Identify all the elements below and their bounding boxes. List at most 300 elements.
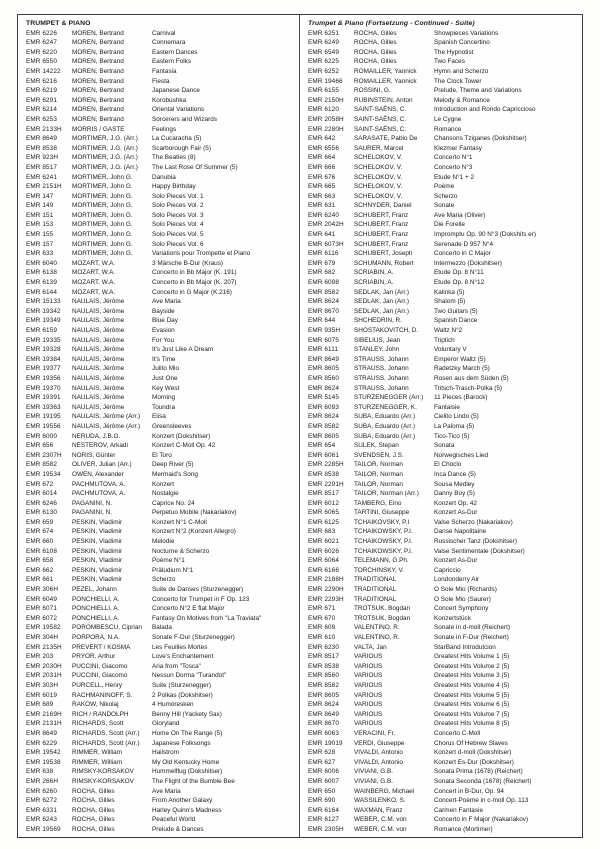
catalog-ref: EMR 2030H: [26, 662, 62, 670]
catalog-composer: ROCHA, Gilles: [72, 787, 115, 795]
catalog-row: [308, 767, 578, 777]
catalog-ref: EMR 676: [308, 173, 336, 181]
catalog-title: Hummelflug (Dokshitser): [152, 768, 223, 776]
catalog-composer: TARTINI, Giuseppe: [354, 509, 410, 517]
catalog-title: El Choclo: [434, 461, 462, 469]
catalog-title: Sonate in F-Dur (Reichert): [434, 634, 509, 641]
catalog-composer: MORTIMER, John G.: [72, 192, 133, 200]
catalog-title: Konzert N°1 C-Moll: [152, 518, 207, 526]
catalog-title: Fantaisie: [434, 403, 460, 411]
catalog-ref: EMR 2169H: [26, 710, 62, 718]
catalog-ref: EMR 6138: [26, 269, 57, 277]
catalog-composer: NAULAIS, Jérôme: [72, 307, 125, 315]
catalog-ref: EMR 2188H: [308, 576, 344, 584]
catalog-composer: TAILOR, Norman (Arr.): [354, 490, 419, 498]
catalog-composer: PESKIN, Vladimir: [72, 576, 123, 584]
catalog-ref: EMR 6012: [308, 499, 339, 507]
catalog-row: [26, 460, 295, 470]
catalog-ref: EMR 8517: [26, 163, 57, 171]
catalog-title: Nocturne & Scherzo: [152, 547, 210, 555]
catalog-row: [308, 671, 578, 681]
catalog-ref: EMR 8517: [308, 490, 339, 498]
catalog-row: [26, 815, 295, 825]
catalog-title: Konzertstück: [434, 614, 471, 622]
catalog-title: Just One: [152, 374, 178, 382]
catalog-row: [26, 643, 295, 653]
catalog-ref: EMR 19363: [26, 403, 61, 411]
catalog-ref: EMR 8538: [308, 470, 339, 478]
catalog-row: [26, 825, 295, 835]
catalog-composer: RIMSKY-KORSAKOV: [72, 768, 134, 776]
catalog-composer: NAULAIS, Jérôme: [72, 403, 125, 411]
catalog-row: [26, 432, 295, 442]
column-header-trumpet-piano: TRUMPET & PIANO: [26, 20, 91, 27]
catalog-title: Japanese Dance: [152, 87, 200, 95]
catalog-title: La Paloma (5): [434, 422, 475, 430]
catalog-composer: NESTEROV, Arkadi: [72, 442, 128, 450]
catalog-composer: WEBER, C.M. von: [354, 825, 407, 833]
catalog-row: [26, 125, 295, 135]
catalog-ref: EMR 6243: [26, 816, 57, 824]
catalog-composer: TORCHINSKY, V.: [354, 566, 404, 574]
catalog-ref: EMR 609: [308, 624, 336, 632]
catalog-ref: EMR 8649: [308, 355, 339, 363]
catalog-sheet: [17, 14, 583, 838]
catalog-ref: EMR 155: [26, 231, 54, 239]
catalog-composer: VERDI, Giuseppe: [354, 739, 405, 747]
catalog-title: 11 Pieces (Barock): [434, 394, 488, 402]
catalog-ref: EMR 6260: [26, 787, 57, 795]
catalog-composer: ROCHA, Gilles: [354, 48, 397, 56]
catalog-title: Inca Dance (5): [434, 470, 476, 478]
catalog-title: The Last Rose Of Summer (5): [152, 163, 238, 171]
catalog-ref: EMR 6155: [308, 87, 339, 95]
catalog-title: Konzert Op. 42: [434, 499, 477, 507]
catalog-ref: EMR 8649: [26, 729, 57, 737]
catalog-row: [26, 364, 295, 374]
catalog-title: Ave Maria: [152, 298, 181, 306]
catalog-title: Mermaid's Song: [152, 470, 198, 478]
catalog-ref: EMR 6246: [26, 499, 57, 507]
catalog-ref: EMR 6072: [26, 614, 57, 622]
catalog-row: [26, 268, 295, 278]
catalog-row: [26, 499, 295, 509]
catalog-title: Emperor Waltz (5): [434, 355, 486, 363]
catalog-title: Carnival: [152, 29, 176, 37]
catalog-composer: ROSSINI, G.: [354, 87, 391, 95]
catalog-composer: TELEMANN, G.Ph.: [354, 557, 409, 565]
catalog-ref: EMR 8649: [26, 135, 57, 143]
catalog-ref: EMR 19356: [26, 374, 61, 382]
catalog-title: Variations pour Trompette et Piano: [152, 250, 251, 258]
catalog-ref: EMR 2307H: [26, 451, 62, 459]
catalog-title: Nostalgie: [152, 490, 179, 498]
catalog-title: Serenade D 957 N°4: [434, 240, 494, 248]
catalog-ref: EMR 19569: [26, 825, 61, 833]
catalog-ref: EMR 660: [26, 538, 54, 546]
catalog-composer: VERACINI, Fr.: [354, 729, 396, 737]
catalog-ref: EMR 672: [26, 480, 54, 488]
catalog-composer: NAULAIS, Jérôme: [72, 298, 125, 306]
catalog-title: Danubia: [152, 173, 176, 181]
catalog-row: [308, 623, 578, 633]
catalog-title: Concert in B-Dur, Op. 94: [434, 787, 504, 795]
catalog-title: Feelings: [152, 125, 177, 133]
catalog-composer: PONCHIELLI, A.: [72, 595, 120, 603]
catalog-ref: EMR 8624: [308, 701, 339, 709]
catalog-title: Die Forelle: [434, 221, 465, 229]
catalog-title: Scarborough Fair (5): [152, 144, 211, 152]
catalog-title: Eastern Dances: [152, 48, 198, 56]
catalog-row: [26, 326, 295, 336]
catalog-title: Peaceful World: [152, 816, 196, 824]
catalog-row: [308, 374, 578, 384]
catalog-ref: EMR 19342: [26, 307, 61, 315]
catalog-ref: EMR 6549: [308, 48, 339, 56]
catalog-title: Scherzo: [152, 576, 176, 584]
catalog-title: Korobushka: [152, 96, 187, 104]
catalog-title: Greatest Hits Volume 3 (5): [434, 672, 510, 680]
catalog-ref: EMR 644: [308, 317, 336, 325]
catalog-ref: EMR 6111: [308, 346, 339, 354]
catalog-composer: NAULAIS, Jérôme: [72, 346, 125, 354]
catalog-ref: EMR 19384: [26, 355, 61, 363]
catalog-title: Greatest Hits Volume 6 (5): [434, 701, 510, 709]
catalog-title: Showpieces Variations: [434, 29, 499, 37]
catalog-composer: SEDLAK, Jan (Arr.): [354, 307, 410, 315]
catalog-composer: SEDLAK, Jan (Arr.): [354, 288, 410, 296]
catalog-row: [26, 662, 295, 672]
catalog-composer: TRADITIONAL: [354, 586, 397, 594]
catalog-row: [308, 134, 578, 144]
catalog-ref: EMR 6229: [26, 739, 57, 747]
catalog-title: Romance: [434, 125, 462, 133]
catalog-row: [26, 297, 295, 307]
catalog-composer: NAULAIS, Jérôme: [72, 384, 125, 392]
catalog-ref: EMR 6093: [308, 403, 339, 411]
catalog-ref: EMR 6075: [308, 336, 339, 344]
catalog-row: [26, 355, 295, 365]
catalog-composer: MOZART, W.A.: [72, 288, 116, 296]
catalog-title: It's Time: [152, 355, 176, 363]
catalog-ref: EMR 6550: [26, 58, 57, 66]
catalog-composer: PONCHIELLI, A.: [72, 614, 120, 622]
catalog-ref: EMR 6120: [308, 106, 339, 114]
catalog-row: [308, 230, 578, 240]
catalog-composer: RICHARDS, Scott (Arr.): [72, 729, 140, 737]
catalog-row: [308, 604, 578, 614]
catalog-title: Rosen aus dem Süden (5): [434, 374, 509, 382]
catalog-title: Etude N°1 + 2: [434, 173, 475, 181]
catalog-composer: MORTIMER, John G.: [72, 202, 133, 210]
catalog-title: Spanish Dance: [434, 317, 478, 325]
catalog-row: [26, 729, 295, 739]
catalog-row: [308, 364, 578, 374]
catalog-ref: EMR 8560: [308, 672, 339, 680]
catalog-composer: SCHUBERT, Franz: [354, 240, 409, 248]
catalog-title: Radetzky March (5): [434, 365, 490, 373]
catalog-title: Japanese Folksongs: [152, 739, 211, 747]
catalog-ref: EMR 6225: [308, 58, 339, 66]
catalog-ref: EMR 6166: [308, 566, 339, 574]
catalog-composer: STRAUSS, Johann: [354, 365, 409, 373]
catalog-row: [26, 29, 295, 39]
catalog-title: Tritsch-Trasch-Polka (5): [434, 384, 503, 392]
catalog-row: [26, 556, 295, 566]
catalog-title: Greatest Hits Volume 2 (5): [434, 662, 510, 670]
catalog-row: [308, 681, 578, 691]
catalog-composer: ROMAILLER, Yannick: [354, 67, 417, 75]
catalog-composer: STRAUSS, Johann: [354, 355, 409, 363]
catalog-rows-left: [26, 29, 295, 835]
catalog-row: [308, 499, 578, 509]
catalog-title: Ave Maria (Oliver): [434, 211, 486, 219]
catalog-row: [26, 403, 295, 413]
catalog-title: Valse Scherzo (Nakariakov): [434, 518, 513, 526]
catalog-title: Sonata Prima (1678) (Reichert): [434, 768, 523, 776]
catalog-ref: EMR 638: [26, 768, 54, 776]
catalog-composer: STRAUSS, Johann: [354, 374, 409, 382]
catalog-composer: NAULAIS, Jérôme: [72, 336, 125, 344]
catalog-composer: MOZART, W.A.: [72, 279, 116, 287]
catalog-row: [26, 796, 295, 806]
catalog-ref: EMR 641: [308, 231, 336, 239]
catalog-title: Connemara: [152, 39, 186, 47]
catalog-row: [308, 240, 578, 250]
catalog-title: Nessun Dorma "Turandot": [152, 672, 227, 680]
catalog-title: Solo Pieces Vol. 2: [152, 202, 204, 210]
catalog-ref: EMR 6291: [26, 96, 57, 104]
catalog-ref: EMR 6026: [308, 547, 339, 555]
catalog-title: Key West: [152, 384, 180, 392]
catalog-title: Les Feuilles Mortes: [152, 643, 208, 651]
catalog-title: Prelude & Dances: [152, 825, 204, 833]
catalog-ref: EMR 19556: [26, 422, 61, 430]
catalog-title: Sonata: [434, 442, 455, 450]
catalog-ref: EMR 2285H: [308, 461, 344, 469]
catalog-title: Shalom (5): [434, 298, 466, 306]
catalog-title: Konzert Es-Dur (Dokshitser): [434, 758, 514, 766]
catalog-composer: TCHAIKOWSKY, P.I.: [354, 547, 413, 555]
catalog-ref: EMR 610: [308, 634, 336, 641]
catalog-title: Präludium N°1: [152, 566, 194, 574]
catalog-composer: PESKIN, Vladimir: [72, 547, 123, 555]
catalog-ref: EMR 6019: [26, 691, 57, 699]
catalog-composer: MORTIMER, John G.: [72, 240, 133, 248]
catalog-composer: SHOSTAKOVITCH, D.: [354, 327, 419, 334]
catalog-composer: TCHAIKOWSKY, P.I.: [354, 528, 413, 536]
catalog-row: [308, 787, 578, 797]
catalog-row: [26, 173, 295, 183]
catalog-title: Fantasy On Motives from "La Traviata": [152, 614, 262, 622]
catalog-row: [308, 460, 578, 470]
catalog-row: [308, 211, 578, 221]
catalog-composer: ROCHA, Gilles: [354, 39, 397, 47]
catalog-composer: RIMMER, William: [72, 749, 123, 757]
catalog-composer: RIMMER, William: [72, 758, 123, 766]
catalog-title: Perpetuo Mobile (Nakariakov): [152, 509, 237, 517]
catalog-title: Evasion: [152, 327, 175, 334]
catalog-ref: EMR 8582: [308, 288, 339, 296]
catalog-ref: EMR 631: [308, 202, 336, 210]
catalog-ref: EMR 6127: [308, 816, 339, 824]
catalog-row: [26, 480, 295, 490]
catalog-composer: PACHMUTOVA, A.: [72, 480, 126, 488]
catalog-title: The Beatles (8): [152, 154, 196, 162]
catalog-title: For You: [152, 336, 175, 344]
catalog-ref: EMR 6125: [308, 518, 339, 526]
catalog-ref: EMR 6219: [26, 87, 57, 95]
catalog-ref: EMR 2131H: [26, 720, 62, 728]
catalog-row: [308, 595, 578, 605]
catalog-row: [308, 345, 578, 355]
catalog-title: El Toro: [152, 451, 172, 459]
catalog-ref: EMR 674: [26, 528, 54, 536]
catalog-row: [308, 316, 578, 326]
catalog-ref: EMR 2135H: [26, 643, 62, 651]
catalog-title: Konzert As-Dur: [434, 557, 478, 565]
catalog-title: Le Cygne: [434, 115, 462, 123]
catalog-row: [308, 48, 578, 58]
catalog-ref: EMR 6040: [26, 259, 57, 267]
catalog-title: Sonata Seconda (1678) (Reichert): [434, 777, 532, 785]
catalog-row: [26, 441, 295, 451]
catalog-ref: EMR 633: [26, 250, 54, 258]
catalog-row: [26, 374, 295, 384]
catalog-ref: EMR 2280H: [308, 125, 344, 133]
catalog-composer: VALTA, Jan: [354, 643, 387, 651]
catalog-composer: MOREN, Bertrand: [72, 106, 124, 114]
catalog-composer: MORTIMER, John G.: [72, 231, 133, 239]
catalog-ref: EMR 6241: [26, 173, 57, 181]
catalog-ref: EMR 19534: [26, 470, 61, 478]
catalog-row: [308, 38, 578, 48]
catalog-row: [308, 163, 578, 173]
catalog-ref: EMR 6014: [26, 490, 57, 498]
catalog-ref: EMR 2291H: [308, 480, 344, 488]
catalog-ref: EMR 658: [26, 557, 54, 565]
catalog-title: Balada: [152, 624, 172, 632]
catalog-row: [308, 105, 578, 115]
catalog-row: [308, 662, 578, 672]
catalog-title: Romance (Mortimer): [434, 825, 493, 833]
catalog-row: [308, 585, 578, 595]
catalog-title: Concerto in Bb Major (K. 207): [152, 279, 237, 287]
catalog-title: Caprice No. 24: [152, 499, 195, 507]
catalog-composer: SULEK, Stepan: [354, 442, 399, 450]
catalog-title: Chansons Tziganes (Dokshitser): [434, 135, 527, 143]
catalog-composer: NAULAIS, Jérôme: [72, 394, 125, 402]
catalog-ref: EMR 8517: [308, 653, 339, 661]
catalog-row: [26, 518, 295, 528]
catalog-row: [26, 105, 295, 115]
catalog-composer: MOREN, Bertrand: [72, 96, 124, 104]
catalog-ref: EMR 303H: [26, 681, 59, 689]
catalog-ref: EMR 6049: [26, 595, 57, 603]
catalog-ref: EMR 19019: [308, 739, 343, 747]
catalog-row: [26, 240, 295, 250]
catalog-ref: EMR 6556: [308, 144, 339, 152]
catalog-ref: EMR 2151H: [26, 183, 62, 191]
catalog-row: [308, 336, 578, 346]
catalog-ref: EMR 671: [308, 605, 336, 613]
catalog-title: La Cucaracha (5): [152, 135, 202, 143]
catalog-row: [308, 489, 578, 499]
catalog-title: Poème N°1: [152, 557, 185, 565]
catalog-title: Suite de Danses (Sturzenegger): [152, 586, 244, 594]
catalog-row: [26, 710, 295, 720]
catalog-column-right: [300, 15, 582, 837]
catalog-composer: SCHELOKOV, V.: [354, 183, 403, 191]
catalog-title: Konzert N°2 (Konzert Allegro): [152, 528, 236, 536]
catalog-composer: SUBA, Eduardo (Arr.): [354, 422, 416, 430]
catalog-ref: EMR 8582: [308, 681, 339, 689]
catalog-ref: EMR 665: [308, 183, 336, 191]
catalog-row: [26, 422, 295, 432]
catalog-row: [308, 796, 578, 806]
catalog-title: Konzert As-Dur: [434, 509, 478, 517]
catalog-row: [308, 201, 578, 211]
catalog-composer: NERUDA, J.B.G.: [72, 432, 121, 440]
catalog-row: [308, 355, 578, 365]
catalog-title: O Sole Mio (Richards): [434, 586, 497, 594]
catalog-composer: SAINT-SAËNS, C.: [354, 125, 407, 133]
catalog-title: Etude Op. 8 N°12: [434, 279, 485, 287]
catalog-row: [308, 77, 578, 87]
catalog-ref: EMR 6063: [308, 729, 339, 737]
catalog-title: The Flight of the Bumble Bee: [152, 777, 235, 785]
catalog-row: [308, 719, 578, 729]
catalog-row: [26, 777, 295, 787]
catalog-ref: EMR 6164: [308, 806, 339, 814]
catalog-ref: EMR 6139: [26, 279, 57, 287]
catalog-row: [308, 480, 578, 490]
catalog-ref: EMR 627: [308, 758, 336, 766]
catalog-composer: SCRIABIN, A.: [354, 269, 394, 277]
catalog-composer: PESKIN, Vladimir: [72, 566, 123, 574]
catalog-title: Scherzo: [434, 192, 458, 200]
catalog-row: [26, 115, 295, 125]
catalog-row: [26, 220, 295, 230]
catalog-title: StarBand Introdutcion: [434, 643, 496, 651]
catalog-row: [26, 393, 295, 403]
catalog-title: Voluntary V: [434, 346, 467, 354]
catalog-row: [308, 614, 578, 624]
catalog-title: My Old Kentucky Home: [152, 758, 220, 766]
catalog-row: [26, 57, 295, 67]
catalog-ref: EMR 157: [26, 240, 54, 248]
catalog-row: [26, 153, 295, 163]
catalog-row: [26, 614, 295, 624]
catalog-composer: STRAUSS, Johann: [354, 384, 409, 392]
catalog-title: Concerto in F Major (Nakariakov): [434, 816, 529, 824]
catalog-composer: ROCHA, Gilles: [354, 58, 397, 66]
catalog-ref: EMR 679: [308, 259, 336, 267]
catalog-row: [26, 192, 295, 202]
catalog-composer: WAXMAN, Franz: [354, 806, 403, 814]
catalog-composer: SAINT-SAËNS, C.: [354, 106, 407, 114]
catalog-title: Triptich: [434, 336, 455, 344]
catalog-ref: EMR 6006: [308, 768, 339, 776]
catalog-title: Morning: [152, 394, 176, 402]
catalog-title: Oriental Variations: [152, 106, 205, 114]
catalog-ref: EMR 19466: [308, 77, 343, 85]
catalog-title: Blue Day: [152, 317, 178, 325]
catalog-row: [26, 806, 295, 816]
catalog-title: Solo Pieces Vol. 4: [152, 221, 204, 229]
catalog-composer: SCHUBERT, Franz: [354, 221, 409, 229]
catalog-row: [308, 125, 578, 135]
